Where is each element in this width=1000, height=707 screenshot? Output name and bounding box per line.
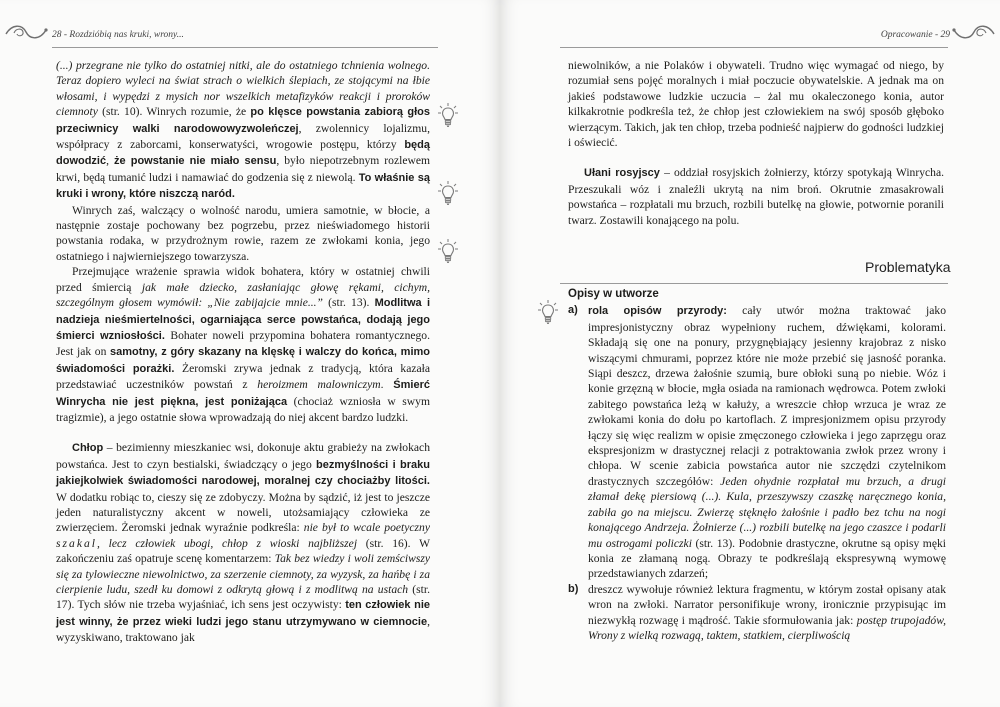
text-run: – oddział rosyjskich żołnierzy, którzy spotykają Winrycha. Przeszukali wóz i znaleźli ukrytą na nim broń. Okrutnie zmasakrowali powstańca – rozpłatali mu brzuch, rozbili butelkę na głowie, potwornie poranili twarz. Zostawili konającego na polu. <box>568 166 945 227</box>
text-run: Winrych zaś, walczący o wolność narodu, umiera samotnie, w błocie, a następnie zostaje pochowany bez pogrzebu, przez nieświadomego historii powstania rodaka, w przydrożnym rowie, razem ze zwłokami konia, jego ostatniego i najwierniejszego towarzysza. <box>56 203 430 263</box>
list-marker: b) <box>568 582 579 595</box>
flourish-ornament-left <box>4 20 48 44</box>
running-head-left: 28 - Rozdzióbią nas kruki, wrony... <box>52 30 184 40</box>
text-run: , zwolennicy lojalizmu, współpracy z zaborcami, konserwatyści, wrogowie postępu, którzy <box>56 121 431 152</box>
list-item <box>568 582 946 644</box>
lightbulb-icon <box>438 103 458 129</box>
problem-section <box>568 287 946 643</box>
header-rule <box>560 47 948 48</box>
bold-phrase: Śmierć Winrycha nie jest piękna, jest poniżająca <box>56 379 430 408</box>
italic-quote: Jeden ohydnie rozpłatał mu brzuch, a drugi złamał dekę piersiową (...). Kula, przeszywszy czaszkę naręcznego konia, zabiła go na miejscu. Zwierzę stęknęło żałośnie i padło bez tchu na nogi konającego Andrzeja. Żołnierze (...) rozbili butelkę na jego czaszce i podarli mu ostrogami policzki <box>588 474 946 550</box>
bold-phrase: Modlitwa i nadzieja nieśmiertelności, ogarniająca serce powstańca, dodają jego śmierci wzniosłości. <box>56 297 431 342</box>
italic-quote: Tak bez wiedzy i woli zemściwszy się za tylowieczne niewolnictwo, za szerzenie ciemnoty, za wyzysk, za hańbę i za cierpienie ludu, szedł ku domowi z odkrytą głową i z modlitwą na ustach <box>56 552 430 596</box>
text-run: Przejmujące wrażenie sprawia widok bohatera, który w ostatniej chwili przed śmiercią <box>56 265 430 294</box>
text-run: dreszcz wywołuje również lektura fragmentu, w którym został opisany atak wron na zwłoki. Narrator personifikuje wrony, ironicznie przypisując im niezwykłą rozwagę i mądrość. Takie sformułowania jak: <box>588 582 946 627</box>
list-item <box>568 303 946 581</box>
paragraph <box>56 440 430 645</box>
text-run: Żeromski zrywa jednak z tradycją, która kazała przedstawiać uczestników powstań z <box>56 361 431 392</box>
text-run: (str. 10). Winrych rozumie, że <box>97 105 251 119</box>
italic-quote: , lecz człowiek ubogi, chłop z wioski najbliższej <box>96 536 358 550</box>
lightbulb-icon <box>538 300 558 326</box>
section-rule <box>560 283 948 284</box>
bold-phrase: Ułani rosyjscy <box>584 167 660 180</box>
italic-quote: heroizmem malowniczym <box>257 378 381 392</box>
subheading: Opisy w utworze <box>568 288 659 300</box>
bold-phrase: Chłop <box>72 442 104 455</box>
paragraph <box>568 165 944 228</box>
italic-quote: szakal <box>56 536 97 550</box>
bold-phrase: że powstanie nie miało sensu <box>113 155 277 168</box>
bold-phrase: po klęsce powstania zabiorą głos przeciwnicy walki narodowowyzwoleńczej <box>56 106 430 135</box>
list-marker: a) <box>568 304 578 317</box>
paragraph <box>56 58 430 203</box>
bold-phrase: bezmyślności i braku jakiejkolwiek świadomości narodowej, moralnej czy chociażby litości. <box>56 458 430 488</box>
paragraph <box>56 203 430 265</box>
text-run: (str. 17). Tych słów nie trzeba wyjaśniać, ich sens jest oczywisty: <box>56 583 430 612</box>
right-column-text <box>568 58 944 228</box>
text-run: . <box>380 378 394 392</box>
italic-quote: nie był to wcale poetyczny <box>303 521 430 535</box>
lettered-list <box>568 303 946 643</box>
right-page <box>500 0 1000 707</box>
text-run: (str. 16). W zakończeniu zaś opatruje scenę komentarzem: <box>56 536 431 566</box>
section-title: Problematyka <box>865 259 951 275</box>
bold-phrase: będą dowodzić <box>56 139 430 168</box>
text-run: Bohater noweli przypomina bohatera romantycznego. Jest jak on <box>56 328 431 359</box>
bold-phrase: samotny, z góry skazany na klęskę i walczy do końca, mimo świadomości porażki. <box>56 346 430 375</box>
flourish-ornament-right <box>952 20 996 44</box>
text-run: , <box>106 154 114 168</box>
left-column-text <box>56 58 430 646</box>
italic-quote: postęp trupojadów, Wrony z wielką rozwagą, taktem, statkiem, cierpliwością <box>588 613 946 642</box>
text-run: , wyzyskiwano, traktowano jak <box>56 614 430 645</box>
bold-phrase: To właśnie są kruki i wrony, które niszczą naród. <box>56 171 430 201</box>
lightbulb-icon <box>438 239 458 265</box>
text-run: niewolników, a nie Polaków i obywateli. Trudno więc wymagać od niego, by rozumiał sens pojęć moralnych i miał poczucie obywatelskie. A jednak ma on jakieś podstawowe ludzkie uczucia – żal mu okaleczonego konia, autor kilkakrotnie podkreśla też, że chłop jest człowiekiem na swój sposób głęboko wierzącym. Takich, jak ten chłop, trzeba podnieść najpierw do godności ludzkiej i oświecić. <box>568 59 944 150</box>
paragraph <box>56 264 430 425</box>
text-run: – bezimienny mieszkaniec wsi, dokonuje aktu grabieży na zwłokach powstańca. Jest to czyn bestialski, świadczący o jego <box>56 441 430 471</box>
text-run: W dodatku robiąc to, cieszy się ze zdobyczy. Można by sądzić, iż jest to jeszcze jeden naturalistyczny akcent w noweli, utożsamiający człowieka ze zwierzęciem. Żeromski jednak wyraźnie podkreśla: <box>56 490 430 535</box>
running-head-right: Opracowanie - 29 <box>880 30 950 40</box>
text-run: (str. 13). <box>323 296 375 310</box>
italic-quote: (...) przegrane nie tylko do ostatniej nitki, ale do ostatniego tchnienia wolnego. Teraz dopiero wyleci na świat strach o wielkich ślepiach, ze stojącymi na łbie włosami, i wypędzi z mysich nor wszelkich metafizyków reakcji i proroków ciemnoty <box>56 59 430 119</box>
paragraph <box>568 58 944 150</box>
italic-quote: jak małe dziecko, zasłaniając głowę rękami, cichym, szczególnym głosem wymówił: „Nie zabijajcie mnie...” <box>56 280 430 310</box>
bold-phrase: ten człowiek nie jest winny, że przez wieki ludzi jego stanu utrzymywano w ciemnocie <box>56 599 430 628</box>
text-run: , było niepotrzebnym rozlewem krwi, będą tumanić ludzi i namawiać do godzenia się z niewolą. <box>56 154 431 184</box>
text-run: cały utwór można traktować jako impresjonistyczny obraz wypełniony ruchem, dźwiękami, kolorami. Składają się one na ponury, przygnębiający jesienny krajobraz z nisko wiszącymi chmurami, poprzez które nie może przebić się jasność poranka. Siąpi deszcz, drzewa żałośnie szumią, bure obłoki suną po niebie. Wóz i konie grzęzną w błocie, mgła osiada na ramionach wędrowca. Potem zwłoki zabitego powstańca leżą w kałuży, a wreszcie chłop wrzuca je wraz ze zwłokami konia do dołu po kartoflach. Z impresjonizmem opisu przyrody łączy się więc realizm w opisie zmęczonego człowieka i jego zaprzęgu oraz ekspresjonizm w drastycznej relacji z potraktowania zwłok przez wrony i chłopa. W scenie zabicia powstańca autor nie szczędzi czytelnikom drastycznych szczegółów: <box>588 304 947 488</box>
text-run: (str. 13). Podobnie drastyczne, okrutne są opisy męki konia ze złamaną nogą. Obrazy te podkreślają ekspresywną wymowę przedstawianych zdarzeń; <box>588 536 946 581</box>
bold-phrase: rola opisów przyrody: <box>588 305 727 318</box>
header-rule <box>52 47 438 48</box>
lightbulb-icon <box>438 181 458 207</box>
text-run: (chociaż wzniosła w swym tragizmie), a jego ostatnie słowa wprowadzają do niej akcent bardzo ludzki. <box>56 394 430 424</box>
